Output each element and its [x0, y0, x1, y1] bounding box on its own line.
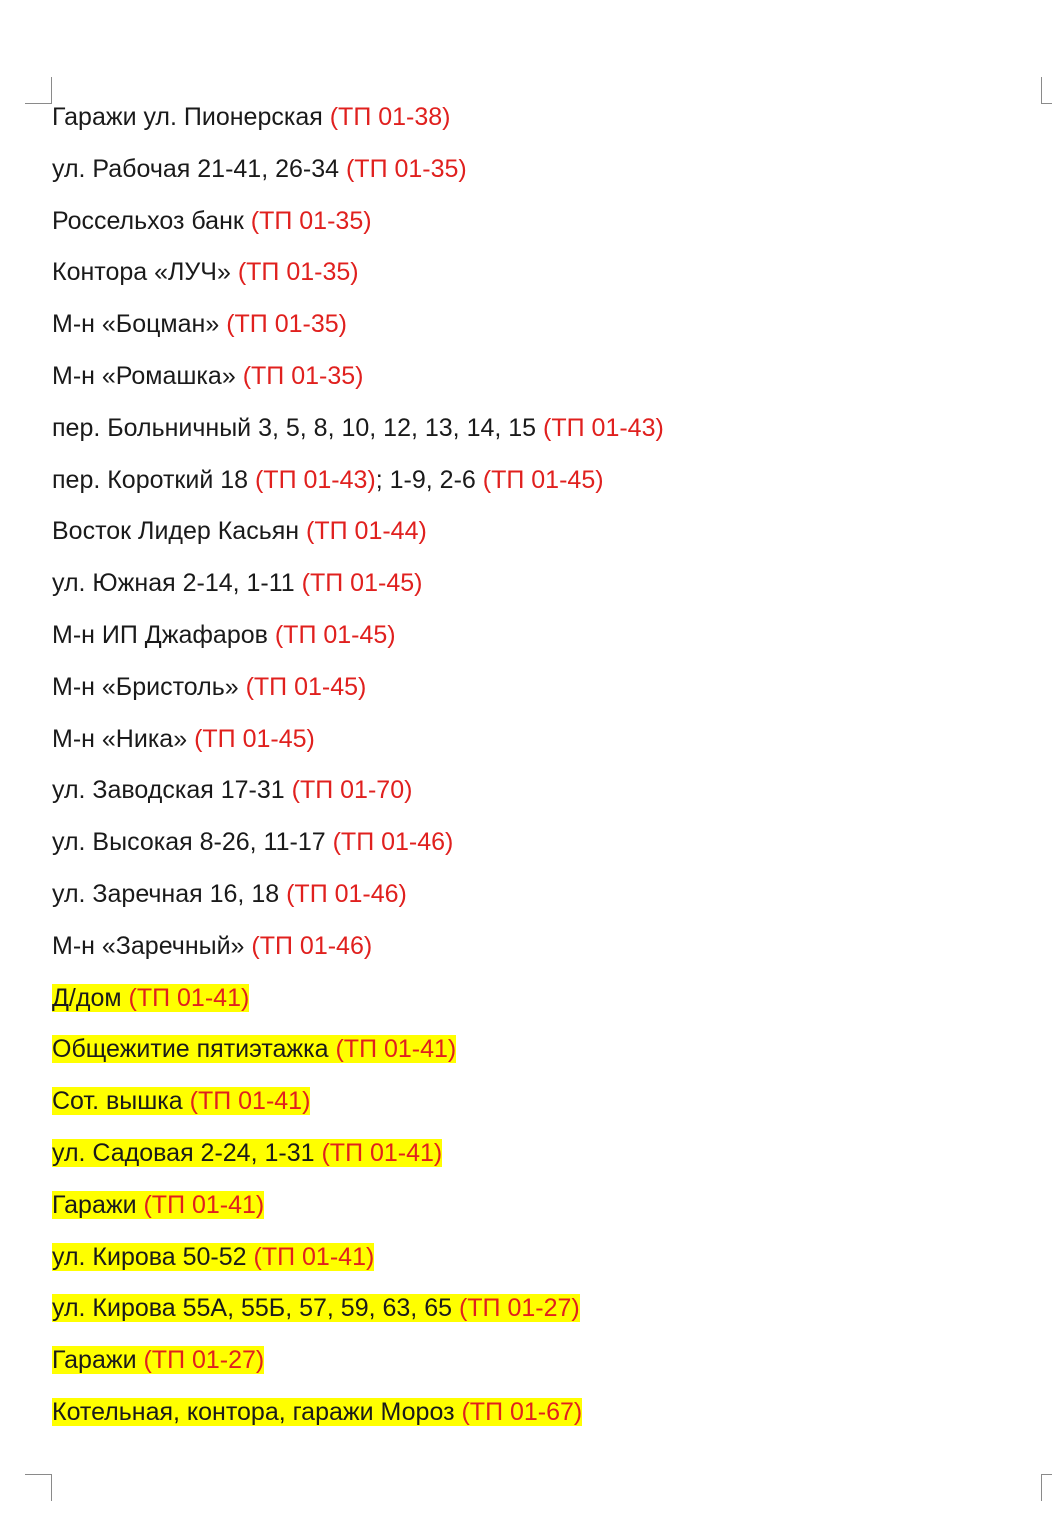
- highlighted-address-line: [52, 1082, 1012, 1134]
- address-text: М-н «Боцман»: [52, 310, 227, 339]
- address-text: М-н «Бристоль»: [52, 672, 246, 701]
- highlighted-address-line: [52, 979, 1012, 1031]
- address-text: М-н «Заречный»: [52, 931, 252, 960]
- address-list: [52, 98, 1012, 1445]
- address-text: ул. Рабочая 21-41, 26-34: [52, 154, 346, 183]
- address-line: [52, 98, 1012, 150]
- address-text: ул. Заречная 16, 18: [52, 879, 287, 908]
- address-line: [52, 668, 1012, 720]
- address-text: Котельная, контора, гаражи Мороз: [52, 1397, 462, 1426]
- substation-code: (ТП 01-35): [226, 310, 347, 339]
- address-text: Общежитие пятиэтажка: [52, 1035, 336, 1064]
- address-text: М-н ИП Джафаров: [52, 620, 275, 649]
- highlighted-address-line: [52, 1134, 1012, 1186]
- address-line: [52, 305, 1012, 357]
- highlighted-address-line: [52, 1238, 1012, 1290]
- address-line: [52, 357, 1012, 409]
- address-text: пер. Короткий 18: [52, 465, 255, 494]
- substation-code: (ТП 01-46): [332, 828, 454, 857]
- substation-code: (ТП 01-41): [335, 1035, 457, 1064]
- address-line: [52, 823, 1012, 875]
- substation-code: (ТП 01-70): [291, 776, 413, 805]
- margin-corner-mark-bottom-right: [1041, 1474, 1052, 1501]
- highlighted-address-line: [52, 1030, 1012, 1082]
- highlighted-address-line: [52, 1341, 1012, 1393]
- margin-corner-mark-top-left: [25, 77, 52, 104]
- substation-code: (ТП 01-45): [194, 724, 315, 753]
- address-text: Сот. вышка: [52, 1087, 190, 1116]
- substation-code: (ТП 01-41): [143, 1190, 265, 1219]
- address-text: ; 1-9, 2-6: [375, 465, 483, 494]
- substation-code: (ТП 01-41): [253, 1242, 375, 1271]
- address-line: [52, 253, 1012, 305]
- substation-code: (ТП 01-35): [242, 361, 364, 390]
- address-line: [52, 875, 1012, 927]
- address-line: [52, 616, 1012, 668]
- highlighted-address-line: [52, 1186, 1012, 1238]
- address-text: ул. Кирова 55А, 55Б, 57, 59, 63, 65: [52, 1294, 459, 1323]
- substation-code: (ТП 01-43): [543, 413, 664, 442]
- substation-code: (ТП 01-45): [274, 620, 396, 649]
- address-text: ул. Кирова 50-52: [52, 1242, 254, 1271]
- address-text: Гаражи: [52, 1346, 144, 1375]
- substation-code: (ТП 01-35): [250, 206, 372, 235]
- address-text: ул. Южная 2-14, 1-11: [52, 569, 302, 598]
- margin-corner-mark-bottom-left: [25, 1474, 52, 1501]
- address-text: Гаражи ул. Пионерская: [52, 103, 330, 131]
- address-line: [52, 564, 1012, 616]
- substation-code: (ТП 01-41): [189, 1087, 311, 1116]
- substation-code: (ТП 01-27): [143, 1346, 265, 1375]
- address-line: [52, 927, 1012, 979]
- address-text: М-н «Ромашка»: [52, 361, 243, 390]
- address-text: ул. Высокая 8-26, 11-17: [52, 828, 333, 857]
- address-text: Контора «ЛУЧ»: [52, 258, 238, 287]
- address-line: [52, 202, 1012, 254]
- address-text: Восток Лидер Касьян: [52, 517, 307, 546]
- address-text: Россельхоз банк: [52, 206, 251, 235]
- substation-code: (ТП 01-38): [329, 103, 451, 131]
- substation-code: (ТП 01-35): [345, 154, 467, 183]
- address-text: М-н «Ника»: [52, 724, 195, 753]
- substation-code: (ТП 01-45): [482, 465, 604, 494]
- address-line: [52, 461, 1012, 513]
- substation-code: (ТП 01-41): [128, 983, 250, 1012]
- address-line: [52, 720, 1012, 772]
- substation-code: (ТП 01-27): [458, 1294, 580, 1323]
- highlighted-address-line: [52, 1289, 1012, 1341]
- substation-code: (ТП 01-46): [251, 931, 373, 960]
- substation-code: (ТП 01-44): [306, 517, 427, 546]
- address-text: ул. Садовая 2-24, 1-31: [52, 1138, 322, 1167]
- address-text: Д/дом: [52, 983, 129, 1012]
- substation-code: (ТП 01-46): [286, 879, 407, 908]
- address-text: пер. Больничный 3, 5, 8, 10, 12, 13, 14, 15: [52, 413, 544, 442]
- highlighted-address-line: [52, 1393, 1012, 1445]
- address-line: [52, 771, 1012, 823]
- substation-code: (ТП 01-67): [461, 1397, 583, 1426]
- substation-code: (ТП 01-45): [245, 672, 367, 701]
- substation-code: (ТП 01-41): [321, 1138, 443, 1167]
- address-text: ул. Заводская 17-31: [52, 776, 292, 805]
- substation-code: (ТП 01-45): [301, 569, 423, 598]
- address-line: [52, 409, 1012, 461]
- address-text: Гаражи: [52, 1190, 144, 1219]
- substation-code: (ТП 01-35): [237, 258, 359, 287]
- address-line: [52, 512, 1012, 564]
- address-line: [52, 150, 1012, 202]
- substation-code: (ТП 01-43): [254, 465, 376, 494]
- margin-corner-mark-top-right: [1041, 77, 1052, 104]
